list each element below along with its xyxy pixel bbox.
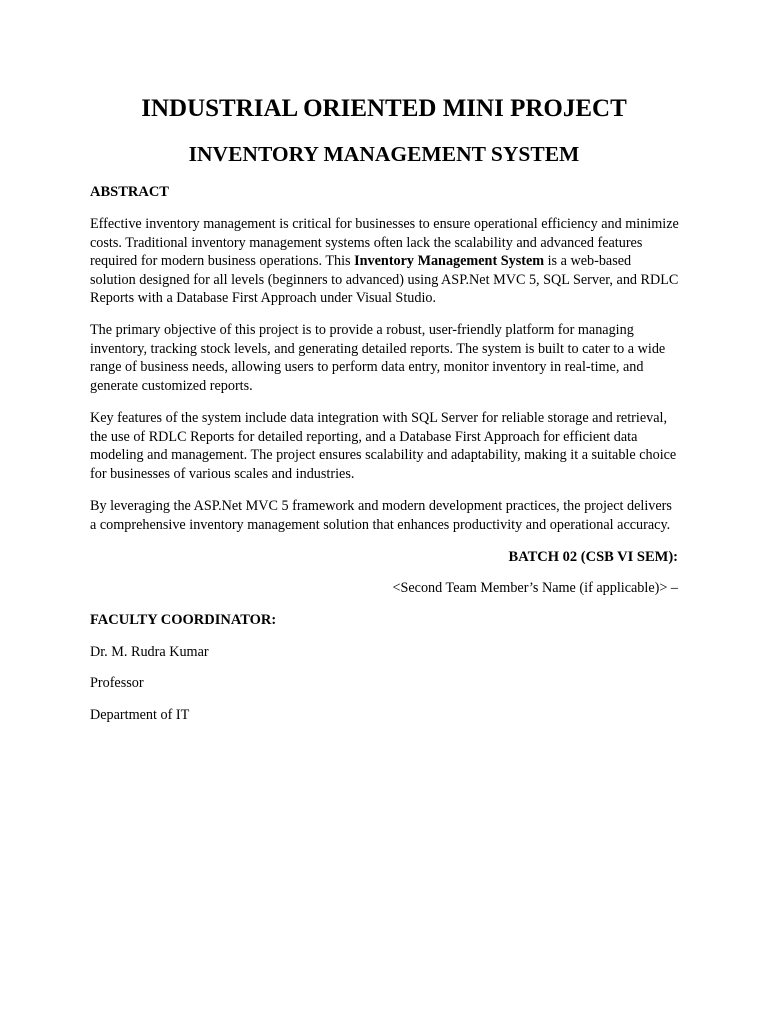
abstract-paragraph-4: By leveraging the ASP.Net MVC 5 framework and modern development practices, the project delivers a comprehensive inventory management solution that enhances productivity and operational accuracy. (90, 498, 672, 533)
document-subtitle: INVENTORY MANAGEMENT SYSTEM (188, 142, 580, 166)
faculty-coordinator-heading: FACULTY COORDINATOR: (90, 612, 277, 628)
abstract-paragraph-1 (90, 215, 680, 308)
faculty-title: Professor (90, 675, 144, 691)
paragraph-1-bold-text: Inventory Management System (354, 253, 545, 270)
abstract-heading: ABSTRACT (90, 184, 169, 200)
paragraph-1-text-after: is a web-based solution designed for all levels (beginners to advanced) using ASP.Net MVC 5, SQL Server, and RDLC Reports with a Database First Approach under Visual Studio. (90, 253, 679, 307)
batch-label: BATCH 02 (CSB VI SEM): (508, 549, 678, 565)
faculty-department: Department of IT (90, 707, 190, 723)
team-member-name: <Second Team Member’s Name (if applicable)> – (392, 580, 678, 596)
document-title: INDUSTRIAL ORIENTED MINI PROJECT (141, 95, 627, 122)
faculty-name: Dr. M. Rudra Kumar (90, 644, 209, 660)
paragraph-1-text-before: Effective inventory management is critical for businesses to ensure operational efficiency and minimize costs. Traditional inventory management systems often lack the scalability and advanced features required for modern business operations. This (90, 216, 679, 270)
abstract-paragraph-3: Key features of the system include data integration with SQL Server for reliable storage and retrieval, the use of RDLC Reports for detailed reporting, and a Database First Approach for efficient data modeling and management. The project ensures scalability and adaptability, making it a suitable choice for businesses of various scales and industries. (90, 410, 677, 482)
abstract-paragraph-2: The primary objective of this project is to provide a robust, user-friendly platform for managing inventory, tracking stock levels, and generating detailed reports. The system is built to cater to a wide range of business needs, allowing users to perform data entry, monitor inventory in real-time, and generate customized reports. (90, 322, 666, 394)
